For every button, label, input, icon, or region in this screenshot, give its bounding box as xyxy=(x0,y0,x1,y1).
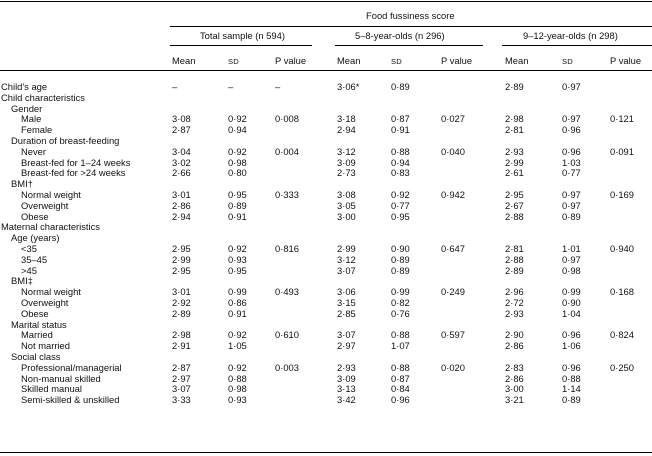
table-row xyxy=(0,179,652,190)
age-5-8-mean-cell: 2·97 xyxy=(337,340,356,352)
title-rule xyxy=(170,26,652,27)
total-sd-cell: 0·89 xyxy=(228,199,247,211)
total-mean-cell: 2·66 xyxy=(172,167,191,179)
total-sd-cell: 0·99 xyxy=(228,286,247,298)
age-9-12-mean-cell: 2·88 xyxy=(505,253,524,265)
age-5-8-mean-cell: 3·07 xyxy=(337,329,356,341)
table-row xyxy=(0,309,652,320)
age-5-8-mean-cell: 3·15 xyxy=(337,296,356,308)
bottom-rule xyxy=(0,452,652,453)
table-row xyxy=(0,114,652,125)
age-5-8-mean-cell: 3·42 xyxy=(337,394,356,406)
row-label: Never xyxy=(21,145,47,157)
group-total-sample: Total sample (n 594) xyxy=(200,30,285,41)
age-5-8-sd-cell: 0·89 xyxy=(391,253,410,265)
row-label: Male xyxy=(21,113,42,125)
total-sd-cell: – xyxy=(228,81,234,92)
table-row xyxy=(0,136,652,147)
row-label: Gender xyxy=(11,102,43,114)
age-5-8-sd-cell: 0·76 xyxy=(391,307,410,319)
row-label: Marital status xyxy=(11,318,67,330)
age-9-12-sd-cell: 0·97 xyxy=(562,113,581,125)
sd-header: SD xyxy=(391,57,402,66)
row-label: Married xyxy=(21,329,53,341)
row-label: Child characteristics xyxy=(1,91,85,103)
age-9-12-mean-cell: 2·90 xyxy=(505,329,524,341)
total-mean-cell: – xyxy=(172,81,178,92)
total-sd-cell: 0·92 xyxy=(228,361,247,373)
age-5-8-sd-cell: 0·90 xyxy=(391,242,410,254)
table-row xyxy=(0,374,652,385)
total-mean-cell: 3·01 xyxy=(172,286,191,298)
row-label: Non-manual skilled xyxy=(21,372,101,384)
age-9-12-sd-cell: 0·96 xyxy=(562,361,581,373)
age-9-12-mean-cell: 2·72 xyxy=(505,296,524,308)
age-9-12-mean-cell: 2·99 xyxy=(505,156,524,168)
total-mean-cell: 2·95 xyxy=(172,242,191,254)
table-row xyxy=(0,82,652,93)
group-rule-9-12 xyxy=(502,45,652,46)
age-5-8-sd-cell: 0·82 xyxy=(391,296,410,308)
age-5-8-sd-cell: 0·88 xyxy=(391,329,410,341)
age-5-8-p-value-cell: 0·040 xyxy=(441,145,465,157)
total-sd-cell: 1·05 xyxy=(228,340,247,352)
sd-header: SD xyxy=(228,57,239,66)
mean-header: Mean xyxy=(505,55,529,66)
age-5-8-sd-cell: 0·83 xyxy=(391,167,410,179)
age-9-12-sd-cell: 0·97 xyxy=(562,81,581,92)
age-9-12-sd-cell: 0·99 xyxy=(562,286,581,298)
row-label: Obese xyxy=(21,307,49,319)
table-row xyxy=(0,147,652,158)
age-5-8-sd-cell: 0·91 xyxy=(391,124,410,136)
total-p-value-cell: 0·008 xyxy=(275,113,299,125)
age-5-8-sd-cell: 0·77 xyxy=(391,199,410,211)
table-row xyxy=(0,363,652,374)
row-label: Semi-skilled & unskilled xyxy=(21,394,120,406)
age-9-12-p-value-cell: 0·824 xyxy=(610,329,634,341)
age-5-8-sd-cell: 0·88 xyxy=(391,361,410,373)
age-5-8-mean-cell: 2·85 xyxy=(337,307,356,319)
header-bottom-rule xyxy=(0,70,652,71)
age-5-8-mean-cell: 2·94 xyxy=(337,124,356,136)
age-9-12-mean-cell: 2·89 xyxy=(505,264,524,276)
p-value-header: P value xyxy=(275,55,307,66)
age-9-12-mean-cell: 2·93 xyxy=(505,145,524,157)
row-label: Breast-fed for >24 weeks xyxy=(21,167,126,179)
age-5-8-sd-cell: 0·92 xyxy=(391,188,410,200)
total-sd-cell: 0·91 xyxy=(228,307,247,319)
age-5-8-mean-cell: 3·00 xyxy=(337,210,356,222)
age-5-8-mean-cell: 3·09 xyxy=(337,156,356,168)
age-5-8-p-value-cell: 0·647 xyxy=(441,242,465,254)
age-5-8-sd-cell: 0·84 xyxy=(391,383,410,395)
row-label: <35 xyxy=(21,242,37,254)
age-9-12-mean-cell: 2·83 xyxy=(505,361,524,373)
age-5-8-sd-cell: 0·89 xyxy=(391,264,410,276)
age-9-12-sd-cell: 0·98 xyxy=(562,264,581,276)
total-p-value-cell: 0·003 xyxy=(275,361,299,373)
table-row xyxy=(0,244,652,255)
total-p-value-cell: 0·610 xyxy=(275,329,299,341)
age-9-12-sd-cell: 0·89 xyxy=(562,210,581,222)
age-9-12-sd-cell: 0·90 xyxy=(562,296,581,308)
total-p-value-cell: 0·816 xyxy=(275,242,299,254)
age-9-12-p-value-cell: 0·169 xyxy=(610,188,634,200)
row-label: BMI† xyxy=(11,178,33,190)
age-5-8-mean-cell: 3·05 xyxy=(337,199,356,211)
age-5-8-mean-cell: 2·99 xyxy=(337,242,356,254)
total-mean-cell: 2·87 xyxy=(172,361,191,373)
table-row xyxy=(0,168,652,179)
table-row xyxy=(0,255,652,266)
row-label: Normal weight xyxy=(21,188,81,200)
age-5-8-sd-cell: 0·96 xyxy=(391,394,410,406)
age-5-8-sd-cell: 0·89 xyxy=(391,81,410,92)
p-value-header: P value xyxy=(441,55,473,66)
total-sd-cell: 0·92 xyxy=(228,113,247,125)
total-sd-cell: 0·98 xyxy=(228,383,247,395)
age-9-12-mean-cell: 2·98 xyxy=(505,113,524,125)
total-mean-cell: 2·94 xyxy=(172,210,191,222)
age-9-12-sd-cell: 0·96 xyxy=(562,145,581,157)
table-row xyxy=(0,330,652,341)
table-title: Food fussiness score xyxy=(366,10,455,21)
age-9-12-p-value-cell: 0·250 xyxy=(610,361,634,373)
age-5-8-sd-cell: 0·88 xyxy=(391,145,410,157)
age-5-8-mean-cell: 2·93 xyxy=(337,361,356,373)
row-label: Age (years) xyxy=(11,232,60,244)
age-5-8-mean-cell: 3·12 xyxy=(337,145,356,157)
total-mean-cell: 2·95 xyxy=(172,264,191,276)
table-row xyxy=(0,320,652,331)
age-5-8-mean-cell: 3·13 xyxy=(337,383,356,395)
age-5-8-mean-cell: 3·08 xyxy=(337,188,356,200)
row-label: Obese xyxy=(21,210,49,222)
row-label: Normal weight xyxy=(21,286,81,298)
age-5-8-mean-cell: 3·12 xyxy=(337,253,356,265)
age-9-12-mean-cell: 3·00 xyxy=(505,383,524,395)
age-5-8-sd-cell: 0·87 xyxy=(391,113,410,125)
total-sd-cell: 0·98 xyxy=(228,156,247,168)
total-mean-cell: 2·98 xyxy=(172,329,191,341)
row-label: BMI‡ xyxy=(11,275,33,287)
total-mean-cell: 2·92 xyxy=(172,296,191,308)
age-9-12-sd-cell: 1·06 xyxy=(562,340,581,352)
total-sd-cell: 0·94 xyxy=(228,124,247,136)
age-9-12-sd-cell: 0·77 xyxy=(562,167,581,179)
total-sd-cell: 0·93 xyxy=(228,253,247,265)
total-mean-cell: 2·99 xyxy=(172,253,191,265)
table-row xyxy=(0,93,652,104)
total-mean-cell: 3·01 xyxy=(172,188,191,200)
row-label: Female xyxy=(21,124,53,136)
p-value-header: P value xyxy=(610,55,642,66)
age-9-12-mean-cell: 2·86 xyxy=(505,372,524,384)
total-sd-cell: 0·88 xyxy=(228,372,247,384)
table-row xyxy=(0,233,652,244)
age-5-8-sd-cell: 0·94 xyxy=(391,156,410,168)
age-5-8-sd-cell: 0·99 xyxy=(391,286,410,298)
table-row xyxy=(0,222,652,233)
age-9-12-mean-cell: 2·95 xyxy=(505,188,524,200)
table-row xyxy=(0,341,652,352)
age-9-12-mean-cell: 2·61 xyxy=(505,167,524,179)
table-row xyxy=(0,298,652,309)
total-mean-cell: 3·02 xyxy=(172,156,191,168)
age-9-12-mean-cell: 2·81 xyxy=(505,242,524,254)
row-label: Overweight xyxy=(21,296,69,308)
table-row xyxy=(0,287,652,298)
age-5-8-mean-cell: 3·07 xyxy=(337,264,356,276)
total-mean-cell: 2·97 xyxy=(172,372,191,384)
age-5-8-mean-cell: 3·06 xyxy=(337,286,356,298)
age-5-8-sd-cell: 0·87 xyxy=(391,372,410,384)
age-5-8-mean-cell: 3·18 xyxy=(337,113,356,125)
age-9-12-p-value-cell: 0·091 xyxy=(610,145,634,157)
age-9-12-mean-cell: 2·96 xyxy=(505,286,524,298)
row-label: >45 xyxy=(21,264,37,276)
total-sd-cell: 0·86 xyxy=(228,296,247,308)
total-p-value-cell: 0·004 xyxy=(275,145,299,157)
table-row xyxy=(0,201,652,212)
age-9-12-p-value-cell: 0·168 xyxy=(610,286,634,298)
age-9-12-mean-cell: 2·88 xyxy=(505,210,524,222)
mean-header: Mean xyxy=(172,55,196,66)
total-mean-cell: 3·07 xyxy=(172,383,191,395)
age-9-12-sd-cell: 0·89 xyxy=(562,394,581,406)
age-5-8-p-value-cell: 0·249 xyxy=(441,286,465,298)
age-9-12-sd-cell: 1·03 xyxy=(562,156,581,168)
table-row xyxy=(0,190,652,201)
age-9-12-mean-cell: 2·81 xyxy=(505,124,524,136)
total-sd-cell: 0·80 xyxy=(228,167,247,179)
total-mean-cell: 3·08 xyxy=(172,113,191,125)
age-5-8-p-value-cell: 0·942 xyxy=(441,188,465,200)
row-label: 35–45 xyxy=(21,253,48,265)
total-mean-cell: 2·89 xyxy=(172,307,191,319)
table-row xyxy=(0,104,652,115)
age-9-12-mean-cell: 2·89 xyxy=(505,81,524,92)
total-mean-cell: 3·33 xyxy=(172,394,191,406)
age-9-12-mean-cell: 2·67 xyxy=(505,199,524,211)
total-sd-cell: 0·95 xyxy=(228,188,247,200)
row-label: Breast-fed for 1–24 weeks xyxy=(21,156,131,168)
age-9-12-sd-cell: 0·88 xyxy=(562,372,581,384)
group-9-12-year-olds: 9–12-year-olds (n 298) xyxy=(523,30,618,41)
total-mean-cell: 2·87 xyxy=(172,124,191,136)
row-label: Child's age xyxy=(1,81,48,92)
age-9-12-mean-cell: 2·86 xyxy=(505,340,524,352)
age-9-12-p-value-cell: 0·121 xyxy=(610,113,634,125)
row-label: Skilled manual xyxy=(21,383,82,395)
total-sd-cell: 0·95 xyxy=(228,264,247,276)
age-5-8-mean-cell: 3·06* xyxy=(337,81,360,92)
age-9-12-sd-cell: 1·14 xyxy=(562,383,581,395)
age-9-12-sd-cell: 0·97 xyxy=(562,188,581,200)
group-5-8-year-olds: 5–8-year-olds (n 296) xyxy=(355,30,445,41)
total-mean-cell: 2·91 xyxy=(172,340,191,352)
total-sd-cell: 0·92 xyxy=(228,145,247,157)
age-9-12-sd-cell: 1·01 xyxy=(562,242,581,254)
age-9-12-mean-cell: 3·21 xyxy=(505,394,524,406)
row-label: Social class xyxy=(11,350,61,362)
sd-header: SD xyxy=(562,57,573,66)
row-label: Maternal characteristics xyxy=(1,221,100,233)
age-9-12-p-value-cell: 0·940 xyxy=(610,242,634,254)
row-label: Overweight xyxy=(21,199,69,211)
total-mean-cell: 2·86 xyxy=(172,199,191,211)
total-p-value-cell: – xyxy=(275,81,281,92)
table-row xyxy=(0,395,652,406)
total-sd-cell: 0·92 xyxy=(228,242,247,254)
total-sd-cell: 0·91 xyxy=(228,210,247,222)
age-5-8-mean-cell: 3·09 xyxy=(337,372,356,384)
total-mean-cell: 3·04 xyxy=(172,145,191,157)
total-sd-cell: 0·93 xyxy=(228,394,247,406)
group-rule-total xyxy=(170,45,312,46)
age-9-12-sd-cell: 0·97 xyxy=(562,253,581,265)
top-rule xyxy=(0,1,652,2)
age-5-8-sd-cell: 0·95 xyxy=(391,210,410,222)
row-label: Professional/managerial xyxy=(21,361,122,373)
table-row xyxy=(0,266,652,277)
total-p-value-cell: 0·333 xyxy=(275,188,299,200)
table-body xyxy=(0,82,652,406)
age-5-8-p-value-cell: 0·020 xyxy=(441,361,465,373)
age-9-12-sd-cell: 0·96 xyxy=(562,329,581,341)
age-9-12-sd-cell: 0·96 xyxy=(562,124,581,136)
age-9-12-mean-cell: 2·93 xyxy=(505,307,524,319)
age-5-8-sd-cell: 1·07 xyxy=(391,340,410,352)
age-9-12-sd-cell: 0·97 xyxy=(562,199,581,211)
age-5-8-mean-cell: 2·73 xyxy=(337,167,356,179)
age-5-8-p-value-cell: 0·597 xyxy=(441,329,465,341)
table-row xyxy=(0,276,652,287)
mean-header: Mean xyxy=(337,55,361,66)
total-p-value-cell: 0·493 xyxy=(275,286,299,298)
row-label: Duration of breast-feeding xyxy=(11,134,120,146)
row-label: Not married xyxy=(21,340,70,352)
age-5-8-p-value-cell: 0·027 xyxy=(441,113,465,125)
age-9-12-sd-cell: 1·04 xyxy=(562,307,581,319)
total-sd-cell: 0·92 xyxy=(228,329,247,341)
group-rule-5-8 xyxy=(335,45,483,46)
